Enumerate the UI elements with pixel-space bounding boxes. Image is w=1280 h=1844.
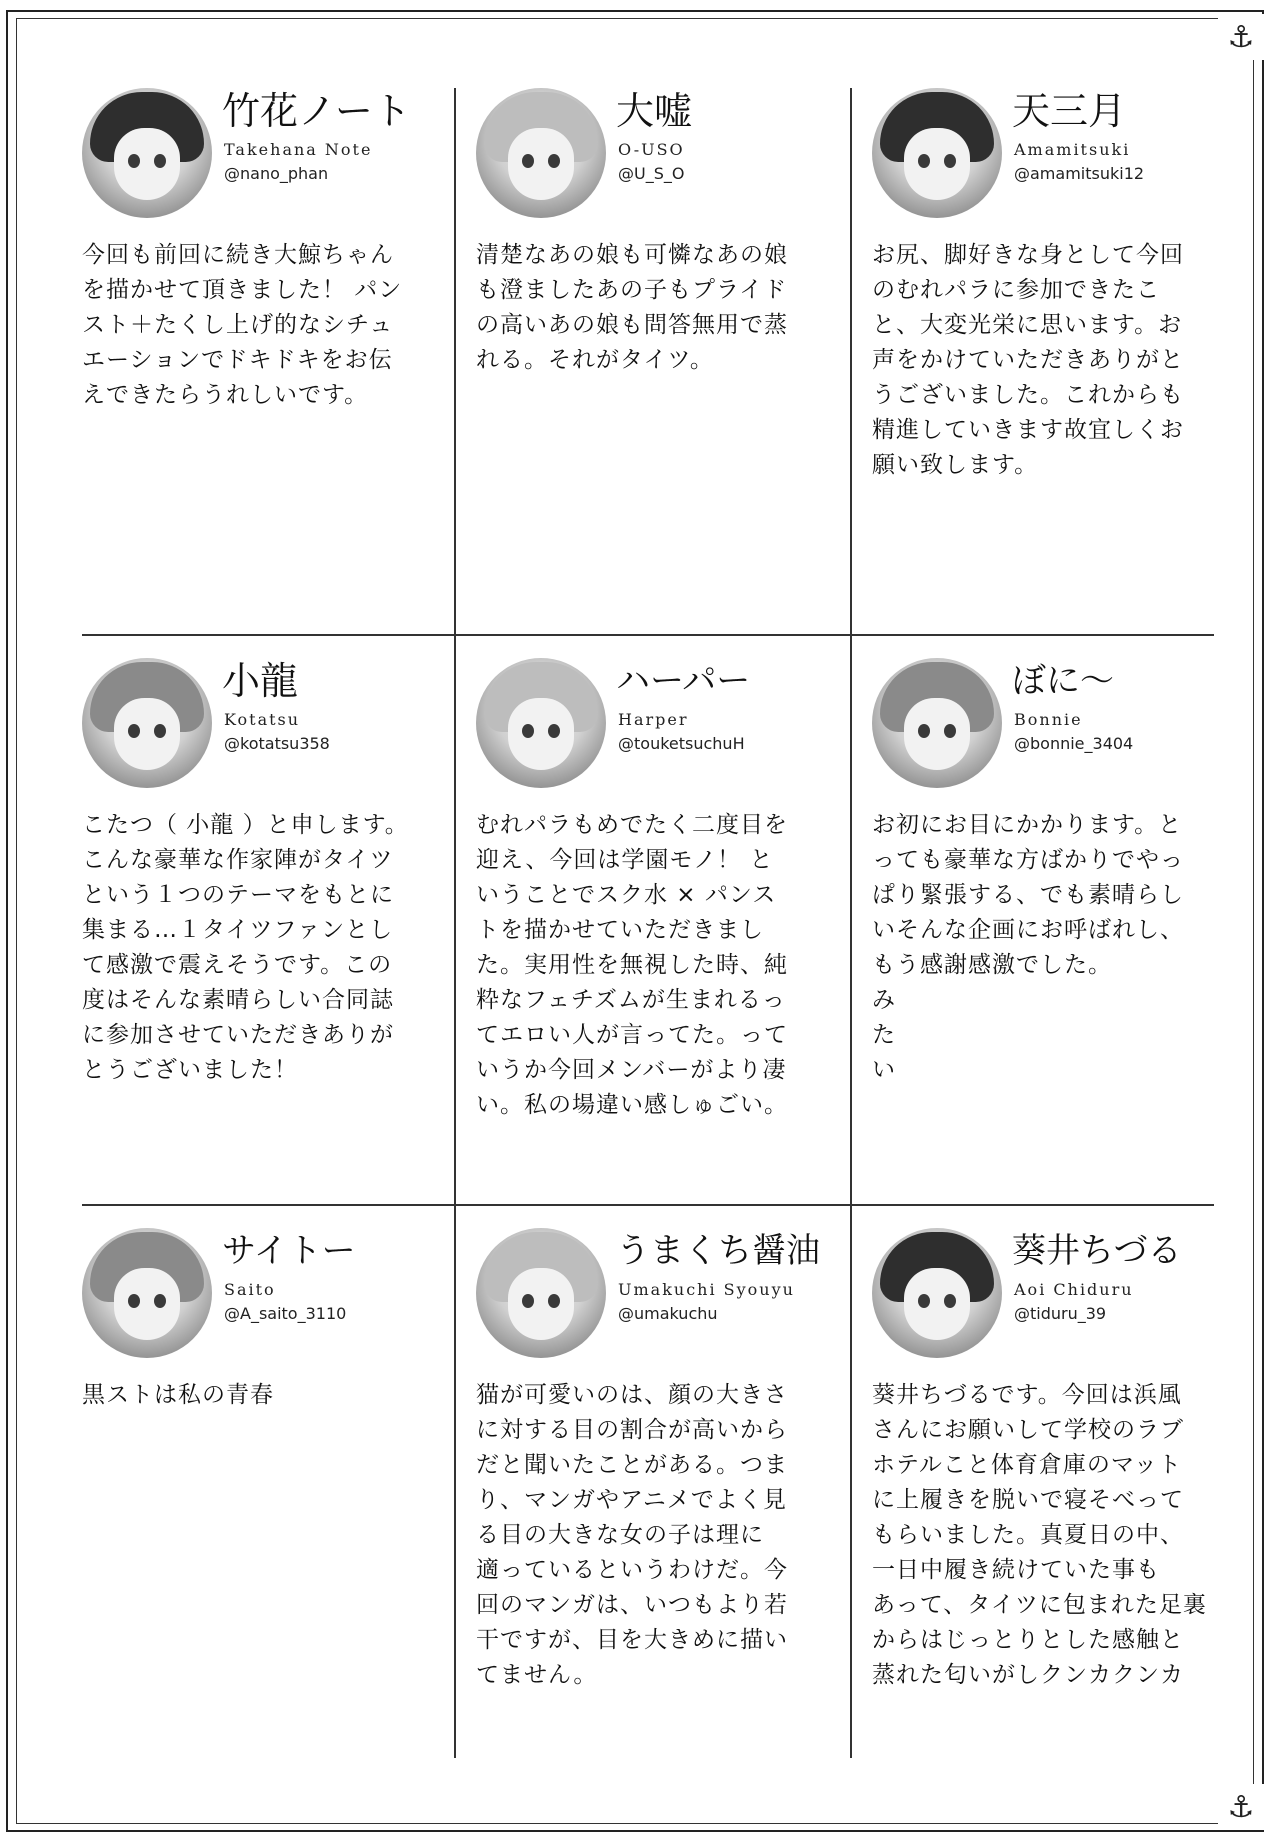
artist-handle: @tiduru_39 bbox=[1014, 1304, 1107, 1323]
artist-card bbox=[872, 658, 1232, 1088]
artist-avatar bbox=[476, 88, 606, 218]
artist-avatar bbox=[872, 1228, 1002, 1358]
column-divider bbox=[850, 88, 852, 1758]
artist-name: 小龍 bbox=[222, 659, 299, 703]
artist-comment: 猫が可愛いのは、顔の大きさ に対する目の割合が高いから だと聞いたことがある。つま り、マンガやアニメでよく見 る目の大きな女の子は理に 適っているというわけだ。今 回のマンガは、いつもより若 干ですが、目を大きめに描い てません。 bbox=[476, 1382, 788, 1688]
artist-card bbox=[82, 658, 442, 1088]
artist-handle: @bonnie_3404 bbox=[1014, 734, 1134, 753]
artist-roman-name: Amamitsuki bbox=[1014, 140, 1131, 159]
artist-avatar bbox=[872, 88, 1002, 218]
artist-handle: @kotatsu358 bbox=[224, 734, 330, 753]
artist-card bbox=[82, 88, 442, 413]
artist-comment: 清楚なあの娘も可憐なあの娘 も澄ましたあの子もプライド の高いあの娘も問答無用で蒸 れる。それがタイツ。 bbox=[476, 242, 788, 373]
column-divider bbox=[454, 88, 456, 1758]
artist-name: 大嘘 bbox=[616, 89, 693, 133]
artist-comment: むれパラもめでたく二度目を 迎え、今回は学園モノ！ と いうことでスク水 × パンス トを描かせていただきまし た。実用性を無視した時、純 粋なフェチズムが生まれるっ てエロい人が言ってた。って いうか今回メンバーがより凄 い。私の場違い感しゅごい。 bbox=[476, 812, 788, 1118]
artist-card bbox=[872, 1228, 1232, 1693]
artist-card bbox=[476, 658, 836, 1123]
artist-roman-name: Aoi Chiduru bbox=[1014, 1280, 1134, 1299]
artist-comment: 黒ストは私の青春 bbox=[82, 1382, 274, 1408]
artist-handle: @touketsuchuH bbox=[618, 734, 745, 753]
artist-handle: @amamitsuki12 bbox=[1014, 164, 1145, 183]
artist-avatar bbox=[476, 658, 606, 788]
row-divider bbox=[82, 1204, 1214, 1206]
artist-name: ハーパー bbox=[616, 661, 751, 701]
artist-comment: お初にお目にかかります。と っても豪華な方ばかりでやっ ぱり緊張する、でも素晴らし いそんな企画にお呼ばれし、 もう感謝感激でした。 み た い bbox=[872, 812, 1184, 1083]
artist-comment: 葵井ちづるです。今回は浜風 さんにお願いして学校のラブ ホテルこと体育倉庫のマット に上履きを脱いで寝そべって もらいました。真夏日の中、 一日中履き続けていた事も あって、タイツに包まれた足裏 からはじっとりとした感触と 蒸れた匂いがしクンカクンカ bbox=[872, 1382, 1207, 1688]
artist-handle: @A_saito_3110 bbox=[224, 1304, 347, 1323]
artist-name: ぼに〜 bbox=[1012, 661, 1114, 701]
artist-name: 天三月 bbox=[1012, 89, 1127, 133]
artist-avatar bbox=[872, 658, 1002, 788]
artist-avatar bbox=[476, 1228, 606, 1358]
artist-card bbox=[82, 1228, 442, 1413]
anchor-icon: ⚓ bbox=[1218, 14, 1264, 60]
artist-name: 葵井ちづる bbox=[1012, 1231, 1182, 1271]
row-divider bbox=[82, 634, 1214, 636]
artist-name: うまくち醤油 bbox=[616, 1231, 820, 1271]
artist-card bbox=[476, 88, 836, 378]
artist-name: 竹花ノート bbox=[222, 89, 411, 133]
artist-roman-name: Saito bbox=[224, 1280, 276, 1299]
artist-comment: お尻、脚好きな身として今回 のむれパラに参加できたこ と、大変光栄に思います。お 声をかけていただきありがと うございました。これからも 精進していきます故宜しくお 願い致します。 bbox=[872, 242, 1184, 478]
artist-roman-name: Kotatsu bbox=[224, 710, 301, 729]
artist-avatar bbox=[82, 658, 212, 788]
artist-roman-name: Harper bbox=[618, 710, 689, 729]
artist-comment-grid bbox=[82, 88, 1214, 1758]
artist-handle: @nano_phan bbox=[224, 164, 329, 183]
artist-roman-name: O-USO bbox=[618, 140, 685, 159]
anchor-icon: ⚓ bbox=[1218, 1784, 1264, 1830]
artist-roman-name: Bonnie bbox=[1014, 710, 1083, 729]
artist-avatar bbox=[82, 88, 212, 218]
artist-avatar bbox=[82, 1228, 212, 1358]
artist-handle: @umakuchu bbox=[618, 1304, 718, 1323]
artist-card bbox=[476, 1228, 836, 1693]
artist-roman-name: Umakuchi Syouyu bbox=[618, 1280, 795, 1299]
artist-name: サイトー bbox=[222, 1231, 356, 1271]
artist-comment: こたつ（ 小龍 ）と申します。 こんな豪華な作家陣がタイツ という１つのテーマをもとに 集まる…１タイツファンとし て感激で震えそうです。この 度はそんな素晴らしい合同誌 に参加させていただきありが とうございました！ bbox=[82, 812, 409, 1083]
artist-handle: @U_S_O bbox=[618, 164, 685, 183]
artist-comment: 今回も前回に続き大鯨ちゃん を描かせて頂きました！ パン スト＋たくし上げ的なシチュ エーションでドキドキをお伝 えできたらうれしいです。 bbox=[82, 242, 403, 408]
artist-card bbox=[872, 88, 1232, 483]
artist-roman-name: Takehana Note bbox=[224, 140, 373, 159]
